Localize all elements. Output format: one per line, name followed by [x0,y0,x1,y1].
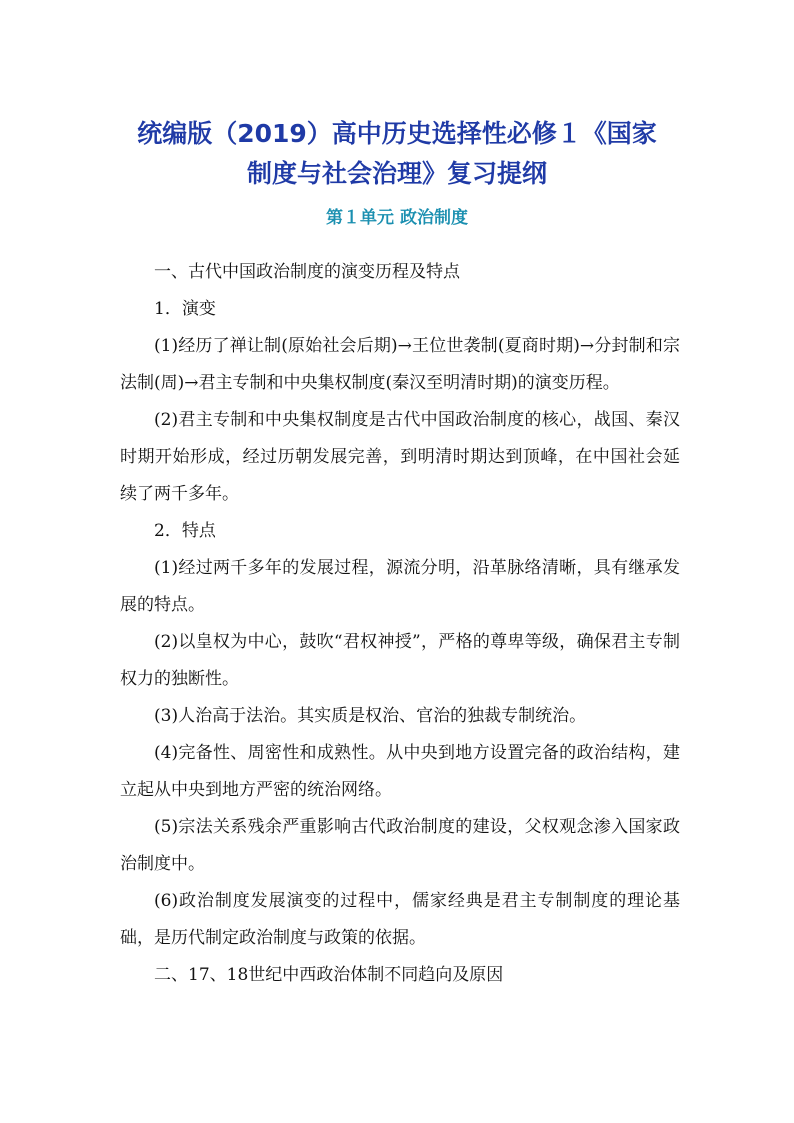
unit-heading: 第１单元 政治制度 [326,208,468,228]
paragraph: (4)完备性、周密性和成熟性。从中央到地方设置完备的政治结构，建立起从中央到地方严密的统治网络。 [120,743,680,800]
paragraph: (2)以皇权为中心，鼓吹“君权神授”，严格的尊卑等级，确保君主专制权力的独断性。 [120,632,680,689]
document-body [120,254,680,994]
section-heading-1: 一、古代中国政治制度的演变历程及特点 [154,262,460,282]
paragraph: (2)君主专制和中央集权制度是古代中国政治制度的核心，战国、秦汉时期开始形成，经过历朝发展完善，到明清时期达到顶峰，在中国社会延续了两千多年。 [120,410,680,504]
document-title-line-2: 制度与社会治理》复习提纲 [246,159,547,188]
paragraph: (3)人治高于法治。其实质是权治、官治的独裁专制统治。 [154,706,587,726]
subsection-heading-features: 2．特点 [154,521,216,541]
subsection-heading-evolution: 1．演变 [154,299,216,319]
paragraph: (5)宗法关系残余严重影响古代政治制度的建设，父权观念渗入国家政治制度中。 [120,817,680,874]
paragraph: (6)政治制度发展演变的过程中，儒家经典是君主专制制度的理论基础，是历代制定政治制度与政策的依据。 [120,891,680,948]
paragraph: (1)经历了禅让制(原始社会后期)→王位世袭制(夏商时期)→分封制和宗法制(周)→君主专制和中央集权制度(秦汉至明清时期)的演变历程。 [120,336,680,393]
paragraph: (1)经过两千多年的发展过程，源流分明，沿革脉络清晰，具有继承发展的特点。 [120,558,680,615]
section-heading-2: 二、17、18世纪中西政治体制不同趋向及原因 [154,965,504,985]
document-title-line-1: 统编版（2019）高中历史选择性必修１《国家 [137,119,657,148]
